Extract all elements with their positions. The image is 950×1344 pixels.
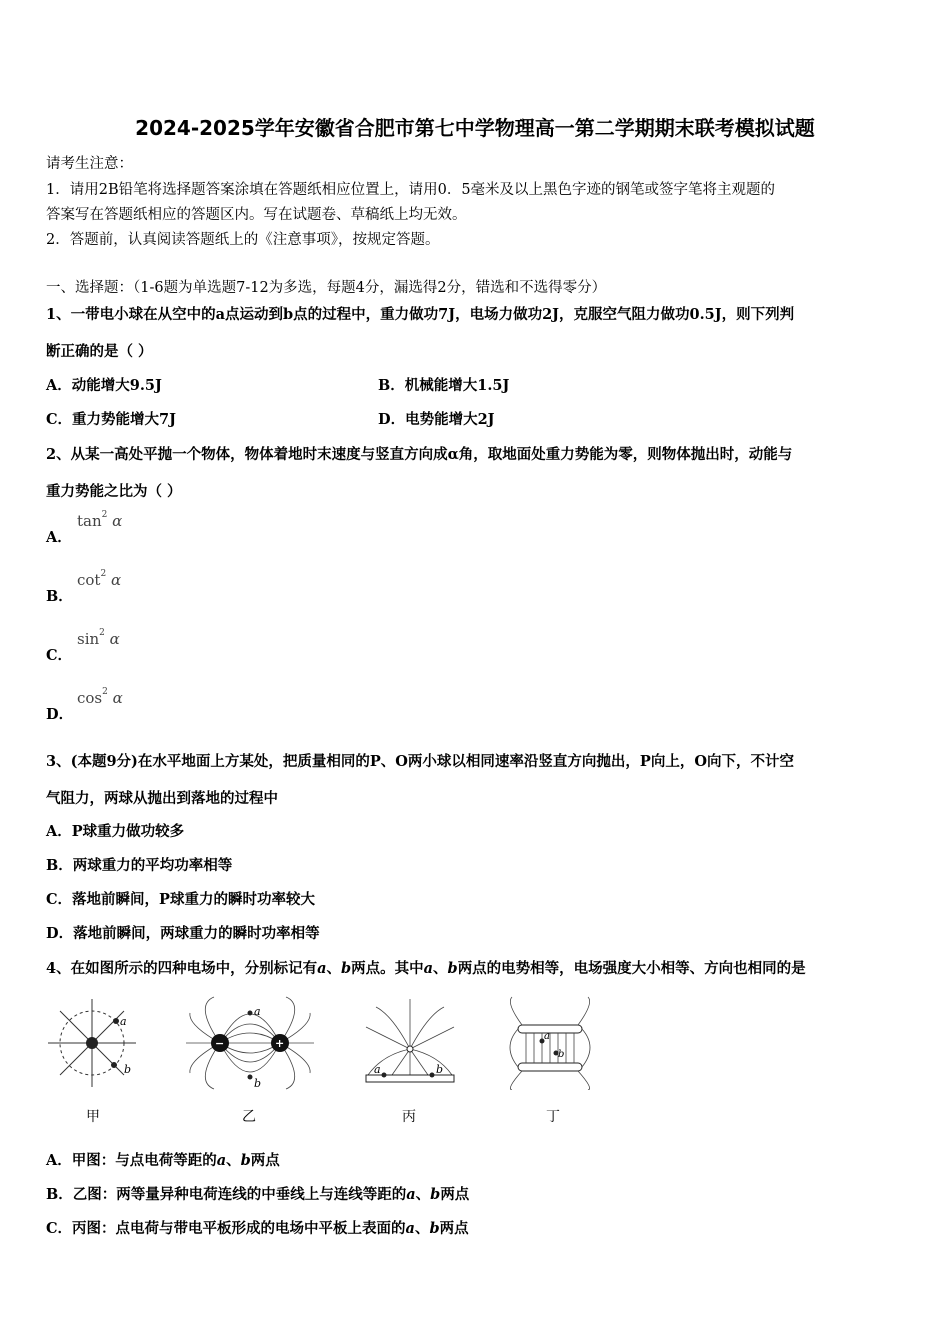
q2-option-c-expr: $\sin^2 \alpha$ (77, 628, 120, 648)
section-heading: 一、选择题：（1-6题为单选题7-12为多选，每题4分，漏选得2分，错选和不选得零分） (46, 280, 607, 296)
q1-option-a: A．动能增大9.5J (46, 377, 162, 394)
svg-text:+: + (275, 1037, 285, 1050)
q4-option-a: A．甲图：与点电荷等距的a、b两点 (46, 1152, 280, 1169)
q4-stem: 4、在如图所示的四种电场中，分别标记有a、b两点。其中a、b两点的电势相等，电场强度大小相等、方向也相同的是 (46, 960, 806, 977)
field-diagram-jia (48, 995, 138, 1090)
q2-option-b-label: B． (46, 588, 73, 605)
svg-text:b: b (254, 1077, 262, 1090)
q2-option-b-expr: $\cot^2 \alpha$ (77, 569, 122, 589)
notice-heading: 请考生注意： (46, 156, 133, 172)
q3-option-b: B．两球重力的平均功率相等 (46, 857, 233, 874)
fig-label-jia: 甲 (86, 1109, 100, 1125)
q4-option-b: B．乙图：两等量异种电荷连线的中垂线上与连线等距的a、b两点 (46, 1186, 470, 1203)
svg-text:−: − (215, 1037, 225, 1050)
field-diagram-bing (362, 995, 458, 1090)
q3-option-d: D．落地前瞬间，两球重力的瞬时功率相等 (46, 925, 320, 942)
q1-stem-2: 断正确的是（ ） (46, 343, 153, 360)
field-diagram-yi (184, 995, 316, 1090)
q2-stem-2: 重力势能之比为（ ） (46, 483, 182, 500)
q2-option-d-label: D． (46, 706, 74, 723)
notice-item-2: 2．答题前，认真阅读答题纸上的《注意事项》，按规定答题。 (46, 232, 440, 248)
q1-option-c: C．重力势能增大7J (46, 411, 176, 428)
svg-text:a: a (254, 1005, 261, 1018)
svg-text:a: a (120, 1015, 127, 1028)
svg-text:a: a (374, 1063, 381, 1076)
q3-option-c: C．落地前瞬间，P球重力的瞬时功率较大 (46, 891, 315, 908)
fig-label-bing: 丙 (402, 1109, 416, 1125)
fig-label-yi: 乙 (242, 1109, 256, 1125)
q2-option-a-label: A． (46, 529, 72, 546)
notice-item-1a: 1．请用2B铅笔将选择题答案涂填在答题纸相应位置上，请用0．5毫米及以上黑色字迹的钢笔或签字笔将主观题的 (46, 182, 776, 198)
q4-option-c: C．丙图：点电荷与带电平板形成的电场中平板上表面的a、b两点 (46, 1220, 469, 1237)
q1-option-d: D．电势能增大2J (378, 411, 495, 428)
q3-stem-1: 3、(本题9分)在水平地面上方某处，把质量相同的P、O两小球以相同速率沿竖直方向抛出，P向上，O向下，不计空 (46, 753, 794, 770)
q1-stem-1: 1、一带电小球在从空中的a点运动到b点的过程中，重力做功7J，电场力做功2J，克服空气阻力做功0.5J，则下列判 (46, 306, 795, 323)
svg-text:b: b (558, 1049, 565, 1060)
page-title: 2024-2025学年安徽省合肥市第七中学物理高一第二学期期末联考模拟试题 (135, 116, 815, 140)
fig-label-ding: 丁 (546, 1109, 560, 1125)
q3-stem-2: 气阻力，两球从抛出到落地的过程中 (46, 790, 278, 807)
q2-option-d-expr: $\cos^2 \alpha$ (77, 687, 123, 707)
field-diagram-ding (498, 995, 602, 1090)
svg-text:a: a (544, 1031, 550, 1042)
svg-text:b: b (436, 1063, 444, 1076)
q1-option-b: B．机械能增大1.5J (378, 377, 510, 394)
q2-option-c-label: C． (46, 647, 73, 664)
notice-item-1b: 答案写在答题纸相应的答题区内。写在试题卷、草稿纸上均无效。 (46, 207, 467, 223)
q2-stem-1: 2、从某一高处平抛一个物体，物体着地时末速度与竖直方向成α角，取地面处重力势能为零，则物体抛出时，动能与 (46, 446, 793, 463)
q3-option-a: A．P球重力做功较多 (46, 823, 185, 840)
svg-text:b: b (124, 1063, 132, 1076)
q2-option-a-expr: $\tan^2 \alpha$ (77, 510, 123, 530)
